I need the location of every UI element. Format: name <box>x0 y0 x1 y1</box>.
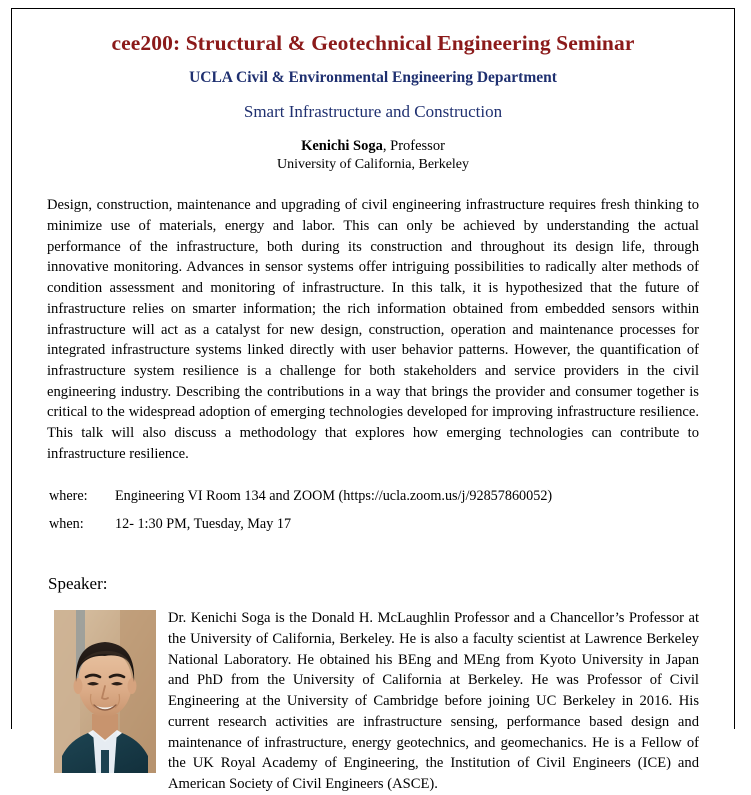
speaker-name-line <box>40 138 706 155</box>
department-subtitle: UCLA Civil & Environmental Engineering Department <box>189 68 557 86</box>
where-label: where: <box>49 487 88 504</box>
when-row <box>49 517 706 531</box>
speaker-section-heading: Speaker: <box>48 574 108 594</box>
speaker-name: Kenichi Soga <box>301 138 383 155</box>
speaker-bio-block <box>40 608 706 794</box>
where-value: Engineering VI Room 134 and ZOOM (https://ucla.zoom.us/j/92857860052) <box>115 487 553 504</box>
page-frame <box>11 8 735 793</box>
speaker-title: , Professor <box>382 138 445 155</box>
speaker-bio-text: Dr. Kenichi Soga is the Donald H. McLaughlin Professor and a Chancellor’s Professor at the University of California, Berkeley. He is also a faculty scientist at Lawrence Berkeley National Laboratory. He obtained his BEng and MEng from Kyoto University in Japan and PhD from the University of California at Berkeley. He was Professor of Civil Engineering at the University of Cambridge before joining UC Berkeley in 2016. His current research activities are infrastructure sensing, performance based design and maintenance of infrastructure, energy geotechnics, and geomechanics. He is a Fellow of the UK Royal Academy of Engineering, the Institution of Civil Engineers (ICE) and American Society of Civil Engineers (ASCE). <box>168 610 699 793</box>
where-row <box>49 489 706 503</box>
talk-topic: Smart Infrastructure and Construction <box>243 101 503 121</box>
abstract-paragraph: Design, construction, maintenance and upgrading of civil engineering infrastructure requires fresh thinking to minimize use of materials, energy and labor. This can only be achieved by understanding the actual performance of the infrastructure, both during its construction and throughout its design life, through innovative monitoring. Advances in sensor systems offer intriguing possibilities to radically alter methods of condition assessment and monitoring of infrastructure. In this talk, it is hypothesized that the future of infrastructure relies on smarter information; the rich information obtained from embedded sensors within infrastructure will act as a catalyst for new design, construction, operation and maintenance processes for integrated infrastructure systems linked directly with user behavior patterns. However, the quantification of infrastructure system resilience is a challenge for both stakeholders and service providers in the civil engineering industry. Describing the contributions in a way that brings the provider and consumer together is critical to the widespread adoption of emerging technologies developed for improving infrastructure resilience. This talk will also discuss a methodology that explores how emerging technologies can contribute to infrastructure resilience. <box>47 197 699 462</box>
when-label: when: <box>49 515 84 532</box>
speaker-portrait-image <box>54 610 156 773</box>
speaker-affiliation: University of California, Berkeley <box>276 157 470 173</box>
page-title: cee200: Structural & Geotechnical Engineering Seminar <box>111 31 635 55</box>
document-content <box>12 9 734 793</box>
when-value: 12- 1:30 PM, Tuesday, May 17 <box>115 515 292 532</box>
logistics-block <box>49 489 706 531</box>
